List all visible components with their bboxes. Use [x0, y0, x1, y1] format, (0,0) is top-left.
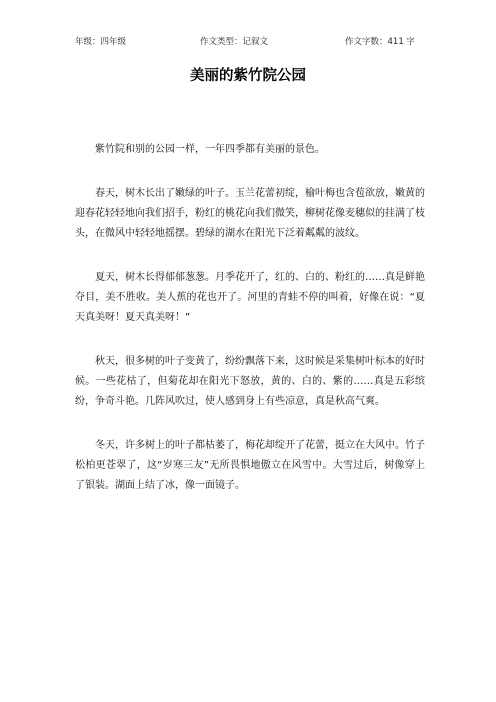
paragraph-autumn: 秋天，很多树的叶子变黄了，纷纷飘落下来，这时候是采集树叶标本的好时候。一些花枯了，但菊花却在阳光下怒放，黄的、白的、紫的……真是五彩缤纷，争奇斗艳。几阵风吹过，使人感到身上有些凉意，真是秋高气爽。 [75, 356, 425, 407]
paragraph-intro: 紫竹院和别的公园一样，一年四季都有美丽的景色。 [95, 144, 325, 155]
word-count-label: 作文字数：411 字 [345, 37, 415, 47]
paragraph-summer: 夏天，树木长得郁郁葱葱。月季花开了，红的、白的、粉红的……真是鲜艳夺目，美不胜收。美人蕉的花也开了。河里的青蛙不停的叫着，好像在说：“夏天真美呀！夏天真美呀！” [75, 272, 425, 323]
essay-title: 美丽的紫竹院公园 [190, 68, 306, 84]
paragraph-spring: 春天，树木长出了嫩绿的叶子。玉兰花蕾初绽，榆叶梅也含苞欲放，嫩黄的迎春花轻轻地向我们招手，粉红的桃花向我们微笑，柳树花像麦穗似的挂满了枝头，在微风中轻轻地摇摆。碧绿的湖水在阳光下泛着粼粼的波纹。 [75, 188, 425, 239]
paragraph-winter: 冬天，许多树上的叶子都枯萎了，梅花却绽开了花蕾，挺立在大风中。竹子松柏更苍翠了，这“岁寒三友”无所畏惧地傲立在风雪中。大雪过后，树像穿上了银装。湖面上结了冰，像一面镜子。 [75, 440, 425, 491]
grade-label: 年级：四年级 [75, 37, 127, 47]
essay-type-label: 作文类型：记叙文 [200, 37, 269, 47]
essay-body [75, 140, 425, 520]
